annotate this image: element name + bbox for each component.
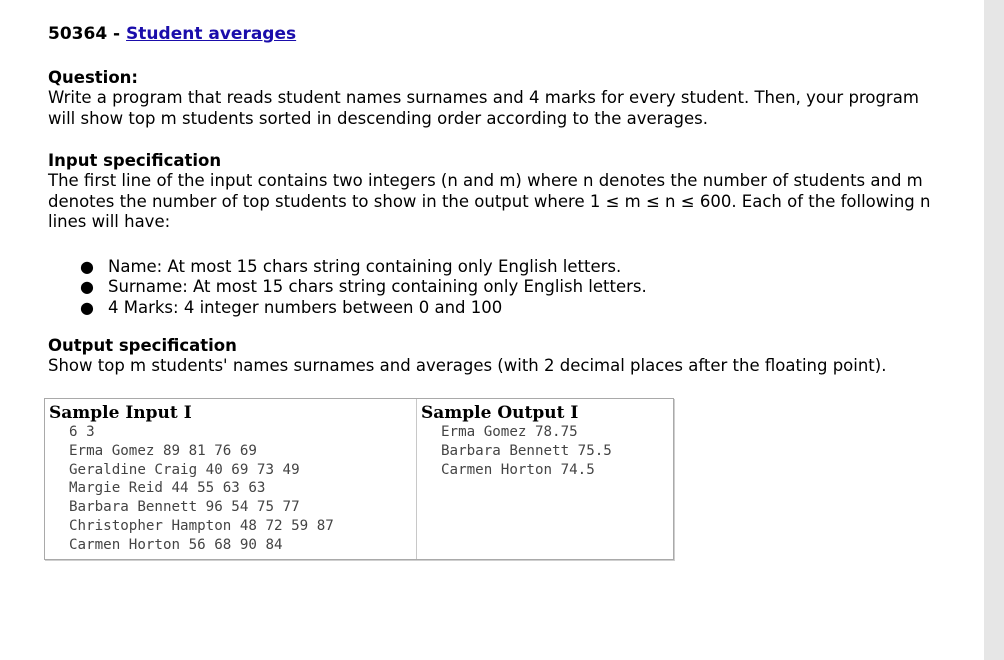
bullet-icon: ● [80,297,94,317]
page-title [48,22,948,46]
sample-input-line: Carmen Horton 56 68 90 84 [69,536,283,553]
sample-input-line: Christopher Hampton 48 72 59 87 [69,517,334,534]
bullet-icon: ● [80,256,94,276]
sample-input-line: Geraldine Craig 40 69 73 49 [69,461,300,478]
output-spec-heading: Output specification [48,336,237,355]
sample-input-line: 6 3 [69,424,95,440]
sample-input-line: Margie Reid 44 55 63 63 [69,480,266,497]
sample-output-heading: Sample Output I [421,403,579,423]
question-text: Write a program that reads student names surnames and 4 marks for every student. Then, your program will show top m students sorted in descending order according to the averages. [48,88,919,128]
problem-title-link[interactable]: Student averages [126,24,297,44]
question-heading: Question: [48,68,139,87]
sample-input-cell [45,399,417,559]
sample-output-cell [417,399,673,559]
sample-io-table [44,398,674,560]
output-spec-section [48,336,948,377]
sample-output-line: Barbara Bennett 75.5 [441,442,612,459]
sample-input-line: Barbara Bennett 96 54 75 77 [69,499,300,516]
problem-id: 50364 - [48,24,127,44]
input-spec-text: The first line of the input contains two integers (n and m) where n denotes the number of students and m denotes the number of top students to show in the output where 1 ≤ m ≤ n ≤ 600. Each of the following n lines will have: [48,171,931,231]
list-item: ● 4 Marks: 4 integer numbers between 0 and 100 [80,297,503,317]
sample-input-block [49,423,416,555]
problem-content [48,22,948,377]
sample-output-line: Erma Gomez 78.75 [441,424,578,440]
sample-input-line: Erma Gomez 89 81 76 69 [69,442,257,459]
sample-output-block [421,423,673,479]
list-item: ● Surname: At most 15 chars string containing only English letters. [80,277,647,296]
question-section [48,68,948,129]
bullet-icon: ● [80,277,94,296]
right-scroll-gutter [984,0,1004,660]
list-item: ● Name: At most 15 chars string containing only English letters. [80,256,622,276]
input-spec-heading: Input specification [48,151,222,170]
input-spec-section [48,151,948,318]
sample-output-line: Carmen Horton 74.5 [441,461,595,478]
output-spec-text: Show top m students' names surnames and averages (with 2 decimal places after the floating point). [48,356,887,375]
sample-input-heading: Sample Input I [49,403,192,423]
input-spec-list [48,257,948,319]
